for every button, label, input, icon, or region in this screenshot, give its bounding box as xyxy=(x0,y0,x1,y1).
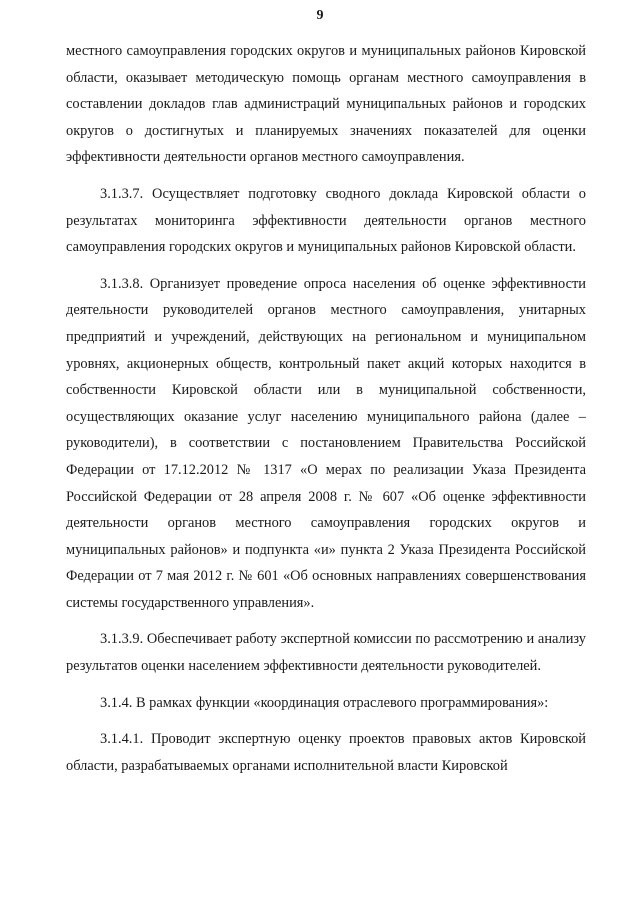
paragraph-3-1-3-8: 3.1.3.8. Организует проведение опроса населения об оценке эффективности деятельности руководителей органов местного самоуправления, унитарных предприятий и учреждений, действующих на региональном и муниципальном уровнях, акционерных обществ, контрольный пакет акций которых находится в собственности Кировской области или в муниципальной собственности, осуществляющих оказание услуг населению муниципального района (далее – руководители), в соответствии с постановлением Правительства Российской Федерации от 17.12.2012 № 1317 «О мерах по реализации Указа Президента Российской Федерации от 28 апреля 2008 г. № 607 «Об оценке эффективности деятельности органов местного самоуправления городских округов и муниципальных районов» и подпункта «и» пункта 2 Указа Президента Российской Федерации от 7 мая 2012 г. № 601 «Об основных направлениях совершенствования системы государственного управления». xyxy=(66,275,586,611)
paragraph-3-1-4: 3.1.4. В рамках функции «координация отраслевого программирования»: xyxy=(100,694,549,711)
paragraph-3-1-4-1: 3.1.4.1. Проводит экспертную оценку проектов правовых актов Кировской области, разрабатываемых органами исполнительной власти Кировской xyxy=(66,731,586,774)
document-body xyxy=(66,38,586,789)
paragraph-continuation: местного самоуправления городских округов и муниципальных районов Кировской области, оказывает методическую помощь органам местного самоуправления в составлении докладов глав администраций муниципальных районов и городских округов о достигнутых и планируемых значениях показателей для оценки эффективности деятельности органов местного самоуправления. xyxy=(66,43,586,166)
paragraph-3-1-3-9: 3.1.3.9. Обеспечивает работу экспертной комиссии по рассмотрению и анализу результатов оценки населением эффективности деятельности руководителей. xyxy=(66,631,586,675)
paragraph-3-1-3-7: 3.1.3.7. Осуществляет подготовку сводного доклада Кировской области о результатах мониторинга эффективности деятельности органов местного самоуправления городских округов и муниципальных районов Кировской области. xyxy=(66,185,586,256)
page-number: 9 xyxy=(316,8,324,23)
